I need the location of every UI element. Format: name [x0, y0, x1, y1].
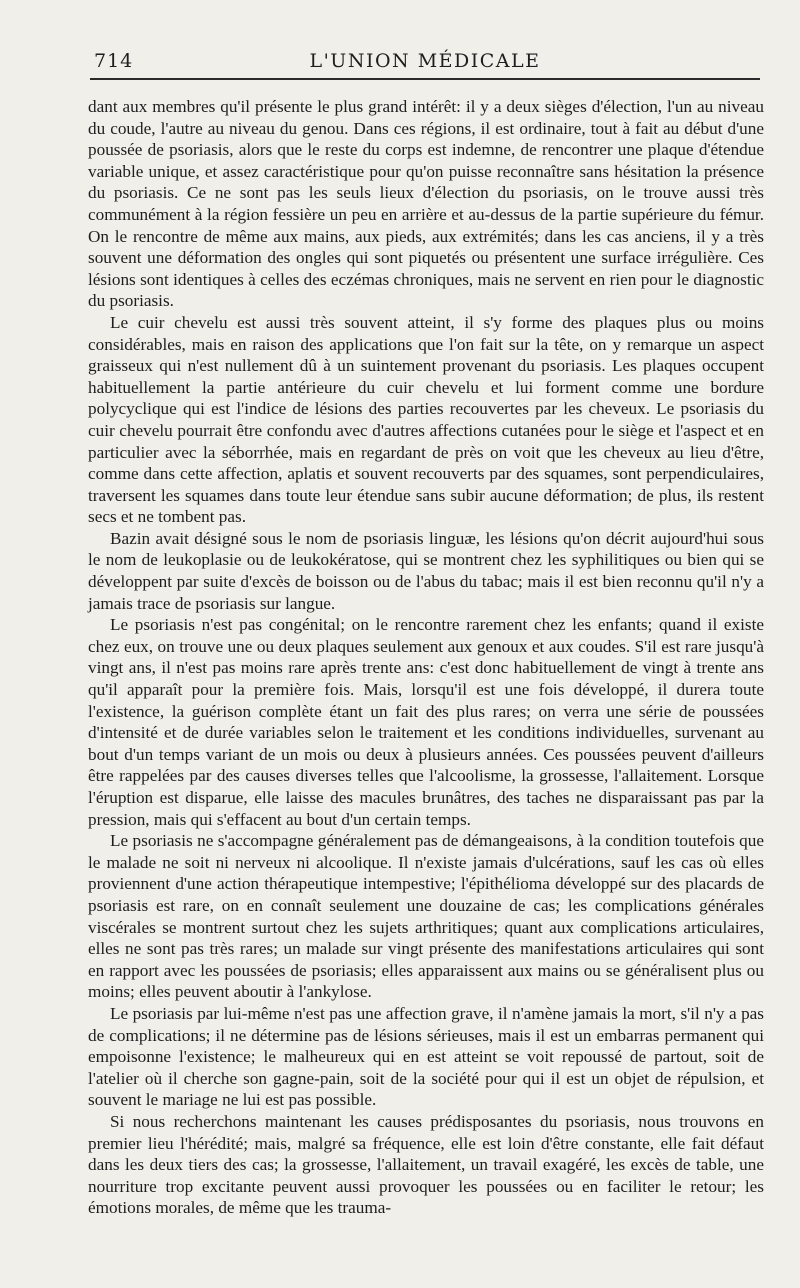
paragraph: Le psoriasis n'est pas congénital; on le rencontre rarement chez les enfants; quand il existe chez eux, on trouve une ou deux plaques seulement aux genoux et aux coudes. S'il est rare jusqu'à vingt ans, il n'est pas moins rare après trente ans: c'est donc habituellement de vingt à trente ans qu'il apparaît pour la première fois. Mais, lorsqu'il est une fois développé, il durera toute l'existence, la guérison complète étant un fait des plus rares; on verra une série de poussées d'intensité et de durée variables selon le traitement et les conditions individuelles, survenant au bout d'un temps variant de un mois ou deux à plusieurs années. Ces poussées peuvent d'ailleurs être rappelées par des causes diverses telles que l'alcoolisme, la grossesse, l'allaitement. Lorsque l'éruption est disparue, elle laisse des macules brunâtres, des taches ne disparaissant pas par la pression, mais qui s'effacent au bout d'un certain temps. — [88, 615, 764, 829]
paragraph: Bazin avait désigné sous le nom de psoriasis linguæ, les lésions qu'on décrit aujourd'hui sous le nom de leukoplasie ou de leukokératose, qui se montrent chez les syphilitiques ou bien qui se développent par suite d'excès de boisson ou de l'abus du tabac; mais il est bien reconnu qu'il n'y a jamais trace de psoriasis sur langue. — [88, 528, 764, 613]
page-header — [90, 42, 760, 80]
article-body — [88, 96, 764, 1219]
paragraph: Le psoriasis par lui-même n'est pas une affection grave, il n'amène jamais la mort, s'il n'y a pas de complications; il ne détermine pas de lésions sérieuses, mais il est un embarras permanent qui empoisonne l'existence; le malheureux qui en est atteint se voit repoussé de partout, soit de l'atelier où il cherche son gagne-pain, soit de la société pour qui il est un objet de répulsion, et souvent le mariage ne lui est pas possible. — [88, 1003, 764, 1110]
paragraph: Si nous recherchons maintenant les causes prédisposantes du psoriasis, nous trouvons en premier lieu l'hérédité; mais, malgré sa fréquence, elle est loin d'être constante, elle fait défaut dans les deux tiers des cas; la grossesse, l'allaitement, un travail exagéré, les excès de table, une nourriture trop excitante peuvent aussi provoquer les poussées ou en faciliter le retour; les émotions morales, de même que les trauma- — [88, 1111, 764, 1218]
paragraph: Le cuir chevelu est aussi très souvent atteint, il s'y forme des plaques plus ou moins considérables, mais en raison des applications que l'on fait sur la tête, on y remarque un aspect graisseux qui n'est nullement dû à un suintement provenant du psoriasis. Les plaques occupent habituellement la partie antérieure du cuir chevelu et lui forment comme une bordure polycyclique qui est l'indice de lésions des parties recouvertes par les cheveux. Le psoriasis du cuir chevelu pourrait être confondu avec d'autres affections cutanées pour le siège et l'aspect et en particulier avec la séborrhée, mais en regardant de près on voit que les cheveux au lieu d'être, comme dans cette affection, aplatis et souvent recouverts par des squames, sont perpendiculaires, traversent les squames dans toute leur étendue sans subir aucune déformation; de plus, ils restent secs et ne tombent pas. — [88, 312, 764, 527]
paragraph: dant aux membres qu'il présente le plus grand intérêt: il y a deux sièges d'élection, l'un au niveau du coude, l'autre au niveau du genou. Dans ces régions, il est ordinaire, tout à fait au début d'une poussée de psoriasis, alors que le reste du corps est indemne, de rencontrer une plaque d'étendue variable unique, et assez caractéristique pour qu'on puisse reconnaître sans hésitation la présence du psoriasis. Ce ne sont pas les seuls lieux d'élection du psoriasis, on le trouve aussi très communément à la région fessière un peu en arrière et au-dessus de la partie supérieure du fémur. On le rencontre de même aux mains, aux pieds, aux extrémités; dans les cas anciens, il y a très souvent une déformation des ongles qui sont piquetés ou présentent une surface irrégulière. Ces lésions sont identiques à celles des eczémas chroniques, mais ne servent en rien pour le diagnostic du psoriasis. — [88, 97, 764, 311]
page-number: 714 — [94, 50, 134, 72]
running-title: L'UNION MÉDICALE — [309, 50, 541, 72]
paragraph: Le psoriasis ne s'accompagne généralement pas de démangeaisons, à la condition toutefois que le malade ne soit ni nerveux ni alcoolique. Il n'existe jamais d'ulcérations, sauf les cas où elles proviennent d'une action thérapeutique intempestive; l'épithélioma développé sur des placards de psoriasis est rare, on en connaît seulement une douzaine de cas; les complications générales viscérales se montrent surtout chez les sujets arthritiques; quant aux complications articulaires, elles ne sont pas très rares; un malade sur vingt présente des manifestations articulaires qui sont en rapport avec les poussées de psoriasis; elles apparaissent aux mains ou se généralisent plus ou moins; elles peuvent aboutir à l'ankylose. — [88, 831, 764, 1002]
